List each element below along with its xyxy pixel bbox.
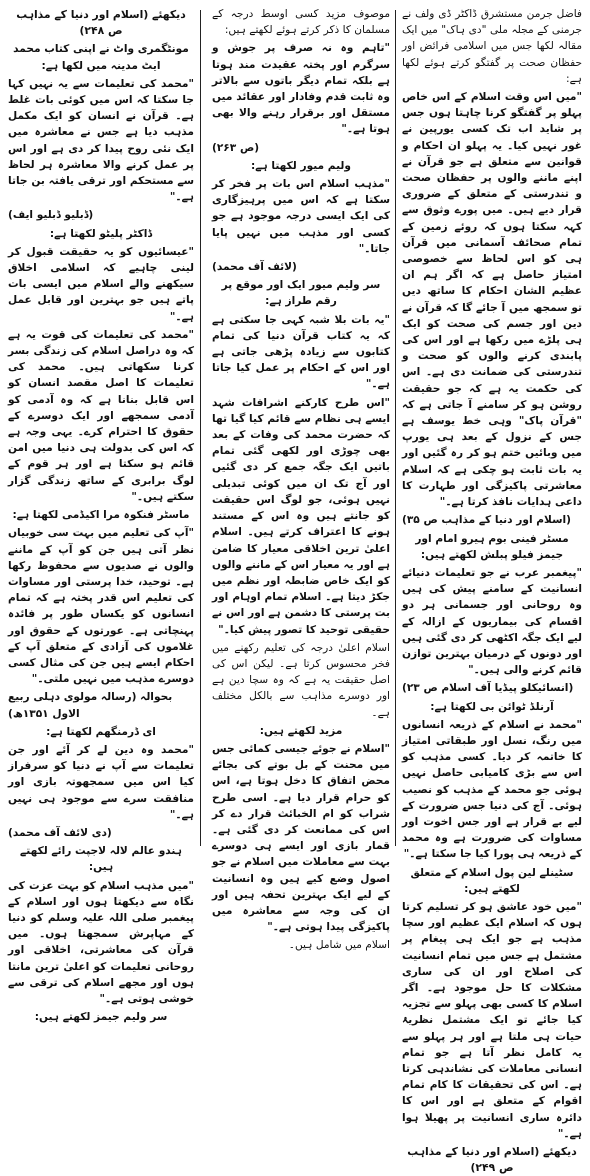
footer-reference: دیکھئے (اسلام اور دنیا کے مذاہب ص ۲۴۹) [407,1145,577,1175]
paragraph: اسلام میں شامل ہیں۔ [288,939,390,952]
quotation: "میں اس وقت اسلام کے اس خاص پہلو پر گفتگو کرنا چاہتا ہوں جس پر شاید اب تک کسی یورپین نے غور نہیں کیا۔ یہ پہلو ان احکام و قوانین سے متعلق ہے جو قرآن نے اپنے ماننے والوں پر حفظان صحت و تندرستی کے متعلق کے ضروری قرار دیے ہیں۔ میں پورے وثوق سے کہہ سکتا ہوں کہ روئے زمین کے تمام صحائف آسمانی میں قرآن ہی کو اس لحاظ سے خصوصی امتیاز حاصل ہے کہ اگر ہم ان عظیم الشان احکام کا ساتھ دیں تو سمجھ میں آ جائے گا کہ قرآن نے دین اور جسم کی صحت کو ایک ہی پلڑے میں رکھا ہے اور اس کی پابندی کرنے والوں کو صحت و تندرستی کی ضمانت دی ہے۔ اس کی حکمت یہ ہے کہ جو حقیقت روشن ہو کر سامنے آ جاتی ہے کہ "قرآن پاک" وہی خط یوسف ہے جس کے نزول کے بعد ہی یورپ میں وبائیں ختم ہو کر رہ گئیں اور یہ بات ثابت ہو چکی ہے کہ اسلام معاشرتی پاکیزگی اور طہارت کا داعی ہدایات نافذ کرتا ہے۔" [402,91,582,509]
text-column-middle [212,6,390,952]
author-intro: آرنلڈ ٹوائن بی لکھتا ہے: [430,700,554,713]
quotation: "تاہم وہ نہ صرف پر جوش و سرگرم اور پختہ عقیدت مند ہوتا ہے بلکہ تمام دیگر باتوں سے بالاتر وہ ثابت قدم وفادار اور عقائد میں مستقل اور برقرار رہنے والا بھی ہوتا ہے۔" [212,42,390,136]
author-intro: ای ڈرمنگھم لکھتا ہے: [46,725,156,738]
quotation: "محمد کی تعلیمات کی قوت یہ ہے کہ وہ دراصل اسلام کی زندگی بسر کرنا سکھاتی ہیں۔ محمد کی تعلیمات کا اصل مقصد انسان کو اس قابل بنانا ہے کہ وہ آدمی کو آدمی سمجھے اور ایک دوسرے کے حقوق کا احترام کرے۔ یہی وجہ ہے کہ اس کی بدولت ہی دنیا میں امن قائم ہو سکتا ہے اور ہر قوم کے لوگ برابری کے ساتھ زندگی گزار سکتے ہیں۔" [8,328,194,503]
quotation: "اس طرح کارکنے اشرافات شہد ایسے ہی نظام سے قائم کیا گیا تھا کہ حضرت محمد کی وفات کے بعد بھی چوڑی اور لکھی گئی تمام باتیں ایک جگہ جمع کر دی گئیں اور آج تک ان میں کوئی تبدیلی نہیں ہوئی، جو لوگ اس حقیقت کو جانتے ہیں وہ اس کے مستند ہونے کا اعتراف کرتے ہیں۔ اسلام اعلیٰ ترین اخلاقی معیار کا ضامن ہے اور یہ معیار اس کے ماننے والوں کو ایک خاص ضابطہ اور نظم میں جکڑ دیتا ہے۔ اسلام تمام اوہام اور بت پرستی کا دشمن ہے اور اس نے حقیقی توحید کا تصور پیش کیا۔" [212,396,390,636]
column-divider [395,10,396,846]
text-column-right [402,6,582,1175]
author-intro: سٹینلے لین پول اسلام کے متعلق لکھتے ہیں: [410,866,574,895]
document-page [8,6,582,1175]
author-intro: سر ولیم جیمز لکھتے ہیں: [34,1011,168,1024]
author-intro: سر ولیم میور ایک اور موقع پر رقم طراز ہے: [221,279,381,308]
quotation: "اسلام نے جوئے جیسی کمائی جس میں محنت کے بل بوتے کی بجائے محض اتفاق کا دخل ہوتا ہے، اس کو حرام قرار دیا ہے۔ اسی طرح شراب کو ام الخبائث قرار دے کر اس کی ممانعت کر دی گئی ہے۔ قمار بازی اور ایسے ہی دوسرے بہت سے معاملات میں اسلام نے جو اصول وضع کیے ہیں وہ انسانیت کے لیے ایک بہترین تحفہ ہیں اور ان کی وجہ سے معاشرہ میں پاکیزگی پیدا ہوتی ہے۔" [212,742,390,934]
quotation: "میں خود عاشق ہو کر تسلیم کرتا ہوں کہ اسلام ایک عظیم اور سچا مذہب ہے جو ایک ہی پیغام پر مشتمل ہے جس میں تمام انسانیت کی اصلاح اور ان کی ساری مشکلات کا حل موجود ہے۔ اگر اسلام کا کسی بھی پہلو سے تجزیہ کیا جائے تو ایک مشتمل نظریۂ حیات ہی ملتا ہے اور ہر پہلو سے یہ کامل نظر آتا ہے جو تمام انسانی معاملات کی نشاندہی کرتا ہے۔ اس کی تحقیقات کا کام تمام اقوام کے متعلق ہے اور اس کا دائرہ ساری انسانیت پر پھیلا ہوا ہے۔" [402,900,582,1140]
author-intro: ولیم میور لکھتا ہے: [251,159,351,172]
paragraph: اسلام اعلیٰ درجہ کی تعلیم رکھنے میں فخر محسوس کرتا ہے۔ لیکن اس کی اصل حقیقت یہ ہے کہ وہ سچا دین ہے اور دوسرے مذاہب سے بالکل مختلف ہے۔ [212,641,390,719]
author-intro: ڈاکٹر پلیٹو لکھتا ہے: [49,227,153,240]
quotation: "یہ بات بلا شبہ کہی جا سکتی ہے کہ یہ کتاب قرآن دنیا کی تمام کتابوں سے زیادہ پڑھی جاتی ہے اور اس کے احکام پر عمل کیا جاتا ہے۔" [212,313,390,391]
column-divider [200,10,201,846]
text-column-left [8,6,194,1024]
reference: بحوالہ (رسالہ مولوی دہلی ربیع الاول ۱۳۵۱ھ) [8,691,173,720]
quotation: "عیسائیوں کو یہ حقیقت قبول کر لینی چاہیے کہ اسلامی اخلاق سیکھنے والے اسلام میں ایسی بات پاتے ہیں جو بہترین اور قابل عمل ہے۔" [8,245,194,323]
paragraph: فاضل جرمن مستشرق ڈاکٹر ڈی ولف نے جرمنی کے مجلہ ملی "دی ہاک" میں ایک مقالہ لکھا جس میں اسلامی فرائض اور حفظان صحت پر گفتگو کرتے ہوئے لکھا ہے: [402,8,582,85]
reference: (لائف آف محمد) [212,261,297,274]
paragraph: موصوف مزید کسی اوسط درجہ کے مسلمان کا ذکر کرتے ہوئے لکھتے ہیں: [212,8,390,37]
header-reference: دیکھئے (اسلام اور دنیا کے مذاہب ص ۲۴۸) [16,8,186,38]
reference: (دی لائف آف محمد) [8,826,112,839]
quotation: "میں مذہب اسلام کو بہت عزت کی نگاہ سے دیکھتا ہوں اور اسلام کے پیغمبر صلی اللہ علیہ وسلم کو دنیا کے مہاپرش سمجھتا ہوں۔ میں قرآن کی معاشرتی، اخلاقی اور روحانی تعلیمات کو اعلیٰ ترین مانتا ہوں اور مجھے اسلام کی ترقی سے خوشی ہوتی ہے۔" [8,879,194,1005]
author-intro: مزید لکھتے ہیں: [259,724,343,737]
quotation: "محمد نے اسلام کے ذریعہ انسانوں میں رنگ، نسل اور طبقاتی امتیاز کا خاتمہ کر دیا۔ کسی مذہب کو اس سے بڑی کامیابی حاصل نہیں ہوئی جو محمد کے مذہب کو نصیب ہوئی۔ آج کی دنیا جس ضرورت کے لیے بے قرار ہے اور جس اخوت اور مساوات کی ضرورت ہے وہ محمد کے ذریعہ ہی پورا کیا جا سکتا ہے۔" [402,718,582,861]
quotation: "پیغمبر عرب نے جو تعلیمات دنیائے انسانیت کے سامنے پیش کی ہیں وہ روحانی اور جسمانی ہر دو اقسام کی بیماریوں کے ازالہ کے لیے ایک جگہ اکٹھی کر دی گئی ہیں اور دونوں کے درمیان بہترین توازن قائم کرنے والی ہیں۔" [402,566,582,677]
reference: (انسائیکلو پیڈیا آف اسلام ص ۲۳) [402,682,574,695]
quotation: "محمد کی تعلیمات سے یہ نہیں کہا جا سکتا کہ اس میں کوئی بات غلط ہے۔ قرآن نے انسان کو ایک مکمل مذہب دیا ہے جس نے معاشرہ میں ایک نئی روح پیدا کر دی ہے اور اس پر عمل کرنے والا معاشرہ ہر لحاظ سے مستحکم اور ترقی یافتہ بن جاتا ہے۔" [8,77,194,204]
reference: (ڈبلیو ڈبلیو ایف) [8,209,94,222]
quotation: "مذہب اسلام اس بات پر فخر کر سکتا ہے کہ اس میں پرہیزگاری کی ایک ایسی درجہ موجود ہے جو کسی اور مذہب میں نہیں پایا جاتا۔" [212,178,390,255]
quotation: "محمد وہ دین لے کر آئے اور جن تعلیمات سے آپ نے دنیا کو سرفراز کیا اس میں سمجھوتہ بازی اور منافقت سرے سے موجود ہی نہیں ہے۔" [8,743,194,821]
author-intro: ماسٹر فنکوہ مرا اکیڈمی لکھتا ہے: [12,509,190,522]
author-intro: ہندو عالم لالہ لاجپت رائے لکھتے ہیں: [20,845,182,874]
author-intro: مونٹگمری واٹ نے اپنی کتاب محمد ایٹ مدینہ میں لکھا ہے: [13,43,189,72]
reference: (اسلام اور دنیا کے مذاہب ص ۳۵) [402,514,571,527]
reference: (ص ۲۶۳) [212,141,260,154]
quotation: "آپ کی تعلیم میں بہت سی خوبیاں نظر آتی ہیں جن کو آپ کے ماننے والوں نے صدیوں سے محفوظ رکھا ہے۔ توحید، خدا پرستی اور مساوات کی تعلیم اس قدر پختہ ہے کہ تمام انسانوں کو یکساں طور پر فائدہ پہنچاتی ہے۔ عورتوں کے حقوق اور غلاموں کی آزادی کے متعلق آپ کے احکام ایسے ہیں جن کی مثال کسی دوسرے مذہب میں نہیں ملتی۔" [8,527,194,686]
author-intro: مسٹر فینی بوم ہیرو امام اور جیمز فیلو پبلش لکھتے ہیں: [415,532,569,561]
